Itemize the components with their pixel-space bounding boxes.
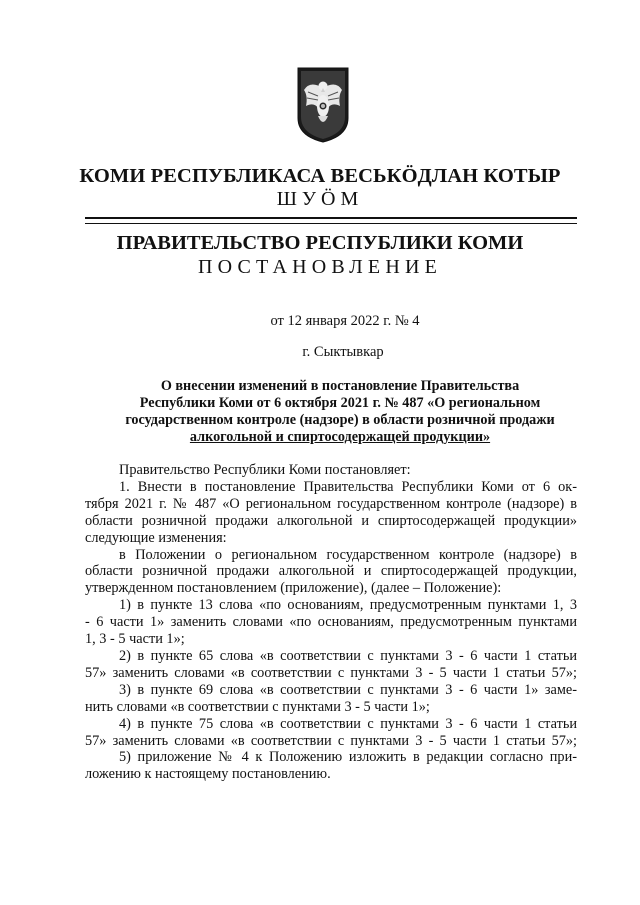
header-divider-thick [85,217,577,219]
body-line: области розничной продажи алкогольной и спиртосодержащей продукции» [85,512,577,529]
body-line: 5) приложение № 4 к Положению изложить в редакции согласно при- [119,749,577,766]
document-body [85,462,577,783]
coat-of-arms-emblem [296,66,350,144]
document-date: от 12 января 2022 г. № 4 [270,313,420,329]
header-subtitle-komi: ШУӦМ [276,188,364,210]
header-subtitle-russian: ПОСТАНОВЛЕНИЕ [197,256,443,278]
document-heading [80,378,600,446]
body-line: области розничной продажи алкогольной и спиртосодержащей продукции, [85,563,577,580]
heading-line: Республики Коми от 6 октября 2021 г. № 487 «О региональном [139,395,541,411]
body-line: тября 2021 г. № 487 «О региональном государственном контроле (надзоре) в [85,495,577,512]
body-line: 4) в пункте 75 слова «в соответствии с пунктами 3 - 6 части 1 статьи [119,715,577,732]
body-line: 57» заменить словами «в соответствии с пунктами 3 - 5 части 1 статьи 57»; [85,664,577,681]
body-line: 3) в пункте 69 слова «в соответствии с пунктами 3 - 6 части 1» заме- [119,681,577,698]
body-line: в Положении о региональном государственном контроле (надзоре) в [119,546,577,563]
body-line: утвержденном постановлением (приложение), (далее – Положение): [85,580,502,597]
body-line: 1. Внести в постановление Правительства Республики Коми от 6 ок- [119,478,577,495]
body-line: 57» заменить словами «в соответствии с пунктами 3 - 5 части 1 статьи 57»; [85,732,577,749]
body-line: ложению к настоящему постановлению. [85,766,331,783]
body-line: следующие изменения: [85,529,227,546]
header-title-komi: КОМИ РЕСПУБЛИКАСА ВЕСЬКӦДЛАН КОТЫР [79,165,561,187]
document-city: г. Сыктывкар [302,344,384,360]
body-line: 1) в пункте 13 слова «по основаниям, предусмотренным пунктами 1, 3 [119,597,577,614]
heading-line: О внесении изменений в постановление Правительства [160,378,520,394]
body-line: 2) в пункте 65 слова «в соответствии с пунктами 3 - 6 части 1 статьи [119,647,577,664]
heading-line: государственном контроле (надзоре) в области розничной продажи [125,412,555,428]
header-divider-thin [85,223,577,224]
coat-of-arms-icon [296,66,350,144]
body-line: - 6 части 1» заменить словами «по основаниям, предусмотренным пунктами [85,614,577,631]
body-line: Правительство Республики Коми постановляет: [119,462,411,478]
header-title-russian: ПРАВИТЕЛЬСТВО РЕСПУБЛИКИ КОМИ [116,232,524,254]
heading-line: алкогольной и спиртосодержащей продукции» [189,429,491,445]
body-line: нить словами «в соответствии с пунктами 3 - 5 части 1»; [85,698,430,715]
body-line: 1, 3 - 5 части 1»; [85,631,185,648]
